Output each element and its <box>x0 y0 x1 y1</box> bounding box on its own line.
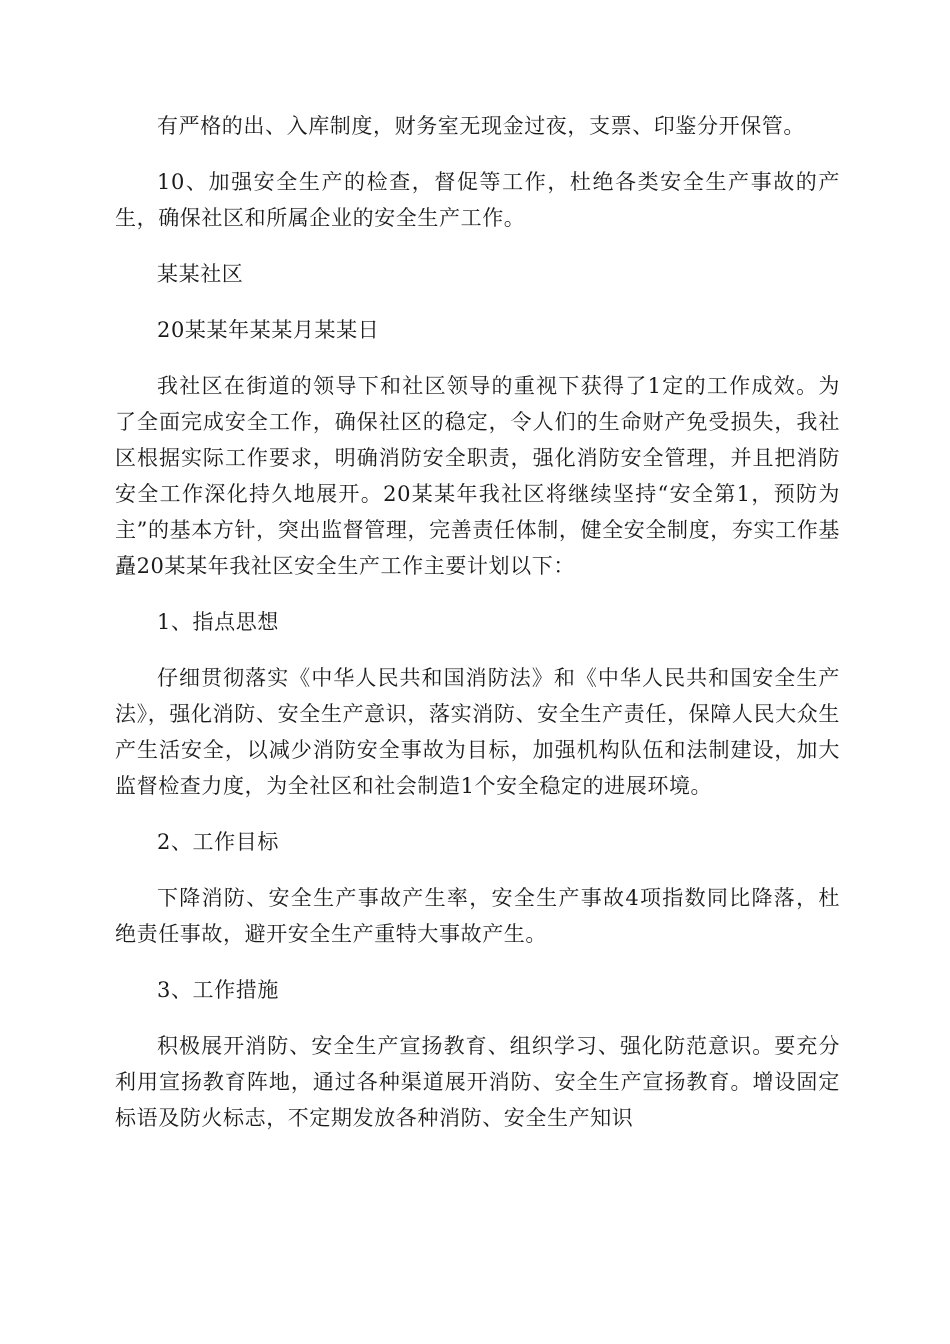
section-heading-3: 3、工作措施 <box>157 978 279 1002</box>
paragraph-intro: 我社区在街道的领导下和社区领导的重视下获得了1定的工作成效。为了全面完成安全工作，确保社区的稳定，令人们的生命财产免受损失，我社区根据实际工作要求，明确消防安全职责，强化消防安全管理，并且把消防安全工作深化持久地展开。20某某年我社区将继续坚持“安全第1，预防为主”的基本方针，突出监督管理，完善责任体制，健全安全制度，夯实工作基矗20某某年我社区安全生产工作主要计划以下： <box>115 374 840 578</box>
paragraph-2: 10、加强安全生产的检查，督促等工作，杜绝各类安全生产事故的产生，确保社区和所属企业的安全生产工作。 <box>115 170 840 230</box>
paragraph-1: 有严格的出、入库制度，财务室无现金过夜，支票、印鉴分开保管。 <box>157 114 805 138</box>
paragraph-guiding-thought: 仔细贯彻落实《中华人民共和国消防法》和《中华人民共和国安全生产法》，强化消防、安全生产意识，落实消防、安全生产责任，保障人民大众生产生活安全，以减少消防安全事故为目标，加强机构队伍和法制建设，加大监督检查力度，为全社区和社会制造1个安全稳定的进展环境。 <box>115 666 840 798</box>
signature-community: 某某社区 <box>157 262 244 286</box>
paragraph-work-goal: 下降消防、安全生产事故产生率，安全生产事故4项指数同比降落，杜绝责任事故，避开安全生产重特大事故产生。 <box>115 886 840 946</box>
signature-date: 20某某年某某月某某日 <box>157 318 380 342</box>
document-body <box>115 108 840 1156</box>
section-heading-2: 2、工作目标 <box>157 830 279 854</box>
section-heading-1: 1、指点思想 <box>157 610 279 634</box>
paragraph-work-measures: 积极展开消防、安全生产宣扬教育、组织学习、强化防范意识。要充分利用宣扬教育阵地，通过各种渠道展开消防、安全生产宣扬教育。增设固定标语及防火标志，不定期发放各种消防、安全生产知识 <box>115 1034 840 1130</box>
